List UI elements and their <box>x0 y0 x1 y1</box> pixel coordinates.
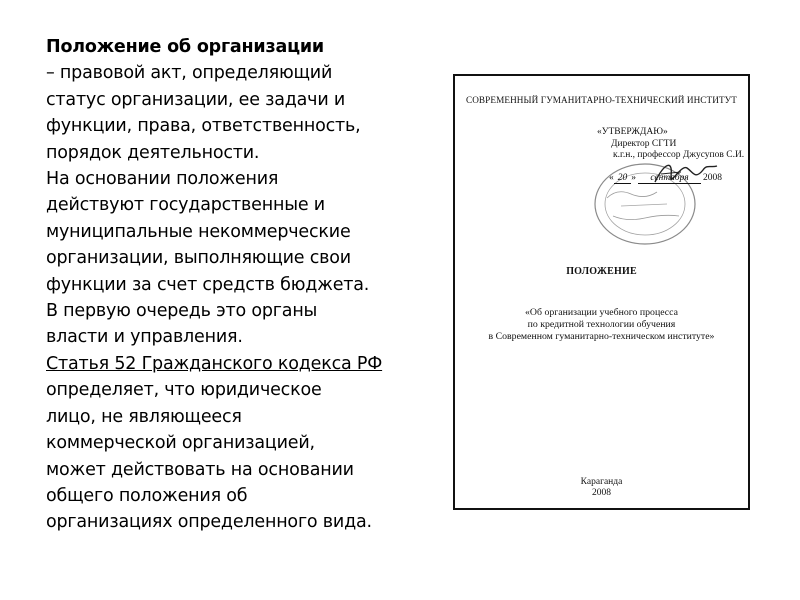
text-line: власти и управления. <box>46 327 243 348</box>
text-line: порядок деятельности. <box>46 142 260 163</box>
text-line: муниципальные некоммерческие <box>46 221 351 242</box>
text-line: действуют государственные и <box>46 195 325 216</box>
text-line: лицо, не являющееся <box>46 406 242 427</box>
text-line: статус организации, ее задачи и <box>46 89 346 110</box>
subject-line: «Об организации учебного процесса <box>525 307 678 318</box>
text-line: организации, выполняющие свои <box>46 248 351 269</box>
text-line: организациях определенного вида. <box>46 512 372 533</box>
scanned-document <box>453 74 750 510</box>
text-line: На основании положения <box>46 169 279 190</box>
date-month: сентября <box>638 173 700 184</box>
text-line: В первую очередь это органы <box>46 301 318 322</box>
director-title: Директор СГТИ <box>611 138 677 149</box>
document-subject <box>455 307 748 344</box>
approve-label: «УТВЕРЖДАЮ» <box>597 127 668 137</box>
text-line: определяет, что юридическое <box>46 380 322 401</box>
approval-date: « 20 » сентября 2008 <box>609 173 722 183</box>
text-line: функции за счет средств бюджета. <box>46 274 370 295</box>
subject-line: по кредитной технологии обучения <box>527 319 676 331</box>
document-footer <box>455 477 748 499</box>
document-institute: СОВРЕМЕННЫЙ ГУМАНИТАРНО-ТЕХНИЧЕСКИЙ ИНСТИТУТ <box>465 95 738 105</box>
subject-line: в Современном гуманитарно-техническом институте» <box>488 331 715 343</box>
definition-heading: Положение об организации <box>46 37 324 57</box>
text-line: общего положения об <box>46 485 248 506</box>
civil-code-link[interactable]: Статья 52 Гражданского кодекса РФ <box>46 353 383 374</box>
text-line: может действовать на основании <box>46 459 354 480</box>
document-city: Караганда <box>580 477 623 487</box>
text-line: – правовой акт, определяющий <box>46 63 333 84</box>
text-line: коммерческой организацией, <box>46 433 315 454</box>
document-year: 2008 <box>592 488 611 498</box>
signature-icon <box>651 154 721 190</box>
document-title: ПОЛОЖЕНИЕ <box>566 266 637 277</box>
director-name: к.г.н., профессор Джусупов С.И. <box>613 150 745 160</box>
text-line: функции, права, ответственность, <box>46 116 361 137</box>
definition-text <box>46 34 396 536</box>
date-day: 20 <box>614 173 632 184</box>
date-year: 2008 <box>702 173 722 183</box>
